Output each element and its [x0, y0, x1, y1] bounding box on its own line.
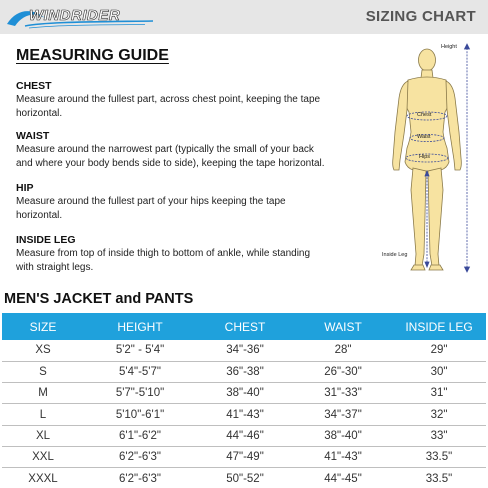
- column-header-inside-leg: INSIDE LEG: [392, 313, 486, 340]
- cell-height: 6'1"-6'2": [84, 425, 196, 446]
- table-row: [2, 383, 486, 404]
- inside-leg-heading: INSIDE LEG: [16, 234, 76, 246]
- cell-size: XXL: [2, 446, 84, 467]
- hip-description-line: horizontal.: [16, 209, 63, 221]
- table-row: [2, 446, 486, 467]
- cell-inside-leg: 30": [392, 361, 486, 382]
- cell-chest: 36"-38": [196, 361, 294, 382]
- cell-chest: 50"-52": [226, 472, 264, 485]
- cell-waist: 41"-43": [294, 446, 392, 467]
- cell-inside-leg: 29": [392, 340, 486, 361]
- table-header-row: [2, 313, 486, 340]
- waist-description-line: Measure around the narrowest part (typically the small of your back: [16, 144, 314, 155]
- cell-size: M: [2, 383, 84, 404]
- logo-text: WINDRIDER: [29, 7, 121, 24]
- cell-waist: 44"-45": [324, 472, 362, 485]
- height-label: Height: [441, 44, 457, 50]
- page-title: SIZING CHART: [365, 8, 476, 25]
- cell-size: XXXL: [28, 472, 58, 485]
- hips-label: Hips: [419, 154, 431, 160]
- cell-waist: 28": [294, 340, 392, 361]
- cell-size: XS: [2, 340, 84, 361]
- section-title: MEN'S JACKET and PANTS: [4, 291, 194, 307]
- cell-inside-leg: 33.5": [392, 446, 486, 467]
- cell-inside-leg: 31": [392, 383, 486, 404]
- cell-chest: 38"-40": [196, 383, 294, 404]
- waist-description: [16, 143, 371, 170]
- windrider-logo: [5, 4, 155, 30]
- cell-waist: 26"-30": [294, 361, 392, 382]
- cell-inside-leg: 32": [392, 404, 486, 425]
- inside-leg-label: Inside Leg: [382, 252, 408, 258]
- cell-chest: 44"-46": [196, 425, 294, 446]
- waist-description-line: and where your body bends side to side), keeping the tape horizontal.: [16, 157, 325, 169]
- cell-inside-leg: 33.5": [425, 472, 453, 485]
- chest-description-line: horizontal.: [16, 107, 63, 119]
- body-measurement-figure: [375, 40, 488, 280]
- table-row: [2, 361, 486, 382]
- cell-waist: 38"-40": [294, 425, 392, 446]
- cell-height: 5'4"-5'7": [84, 361, 196, 382]
- size-table: [2, 313, 486, 488]
- cell-height: 6'2"-6'3": [119, 472, 161, 485]
- inside-leg-description-line: Measure from top of inside thigh to bottom of ankle, while standing: [16, 248, 311, 259]
- cell-chest: 47"-49": [196, 446, 294, 467]
- cell-inside-leg: 33": [392, 425, 486, 446]
- column-header-waist: WAIST: [294, 313, 392, 340]
- chest-description-line: Measure around the fullest part, across chest point, keeping the tape: [16, 94, 321, 105]
- column-header-size: SIZE: [2, 313, 84, 340]
- cell-chest: 41"-43": [196, 404, 294, 425]
- inside-leg-description-line: with straight legs.: [16, 261, 94, 273]
- cell-height: 5'2" - 5'4": [84, 340, 196, 361]
- column-header-height: HEIGHT: [84, 313, 196, 340]
- column-header-chest: CHEST: [196, 313, 294, 340]
- table-row: [2, 404, 486, 425]
- cell-size: XL: [2, 425, 84, 446]
- table-row: [2, 468, 486, 488]
- cell-size: L: [2, 404, 84, 425]
- cell-height: 5'7"-5'10": [84, 383, 196, 404]
- inside-leg-description: [16, 247, 371, 274]
- waist-label: Waist: [417, 134, 431, 140]
- cell-height: 6'2"-6'3": [84, 446, 196, 467]
- header-bar: [0, 0, 488, 34]
- cell-waist: 31"-33": [294, 383, 392, 404]
- waist-heading: WAIST: [16, 130, 50, 142]
- table-row: [2, 425, 486, 446]
- cell-chest: 34"-36": [196, 340, 294, 361]
- hip-description-line: Measure around the fullest part of your hips keeping the tape: [16, 196, 286, 207]
- hip-description: [16, 195, 371, 222]
- table-row: [2, 340, 486, 361]
- chest-description: [16, 93, 371, 120]
- cell-height: 5'10"-6'1": [84, 404, 196, 425]
- human-body-icon: [375, 40, 488, 280]
- chest-heading: CHEST: [16, 80, 52, 92]
- cell-waist: 34"-37": [294, 404, 392, 425]
- measuring-guide-title: MEASURING GUIDE: [16, 47, 169, 64]
- chest-label: Chest: [417, 112, 432, 118]
- hip-heading: HIP: [16, 182, 34, 194]
- cell-size: S: [2, 361, 84, 382]
